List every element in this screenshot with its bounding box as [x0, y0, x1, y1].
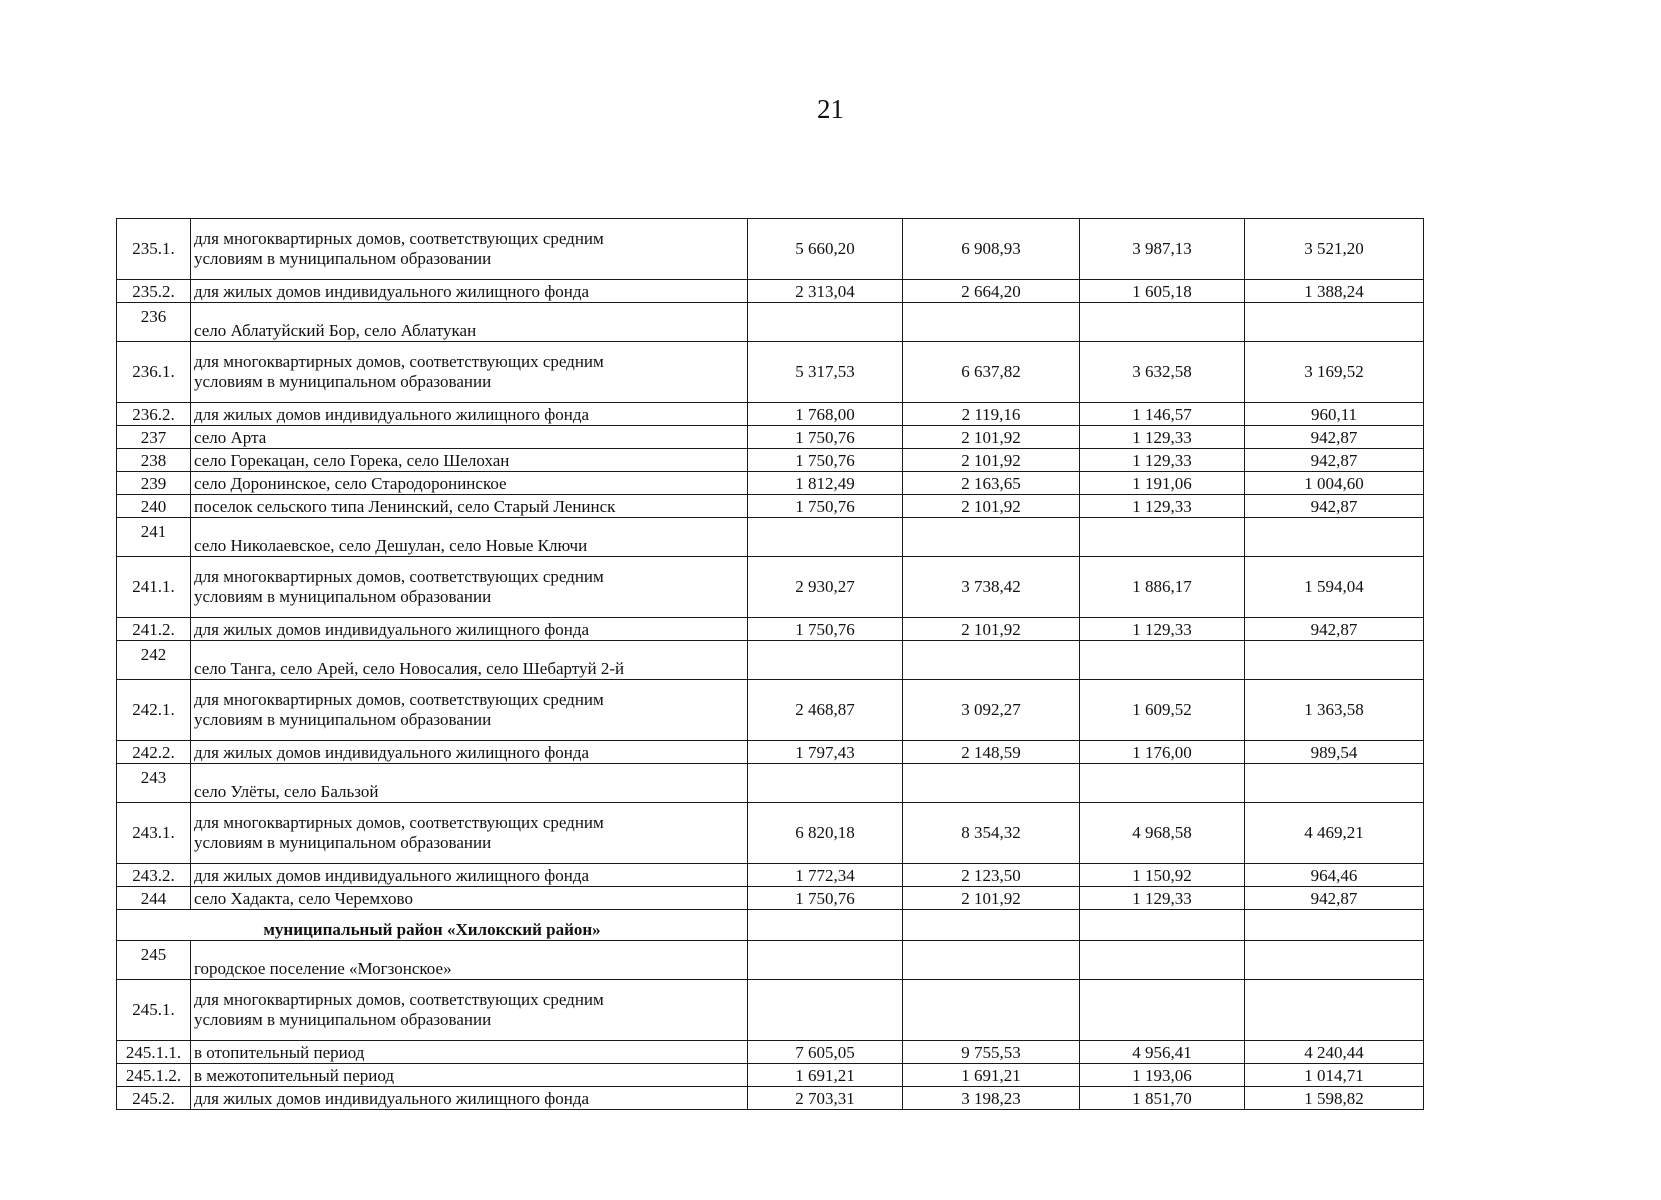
table-row: [117, 219, 1424, 280]
value-cell-3: [1080, 641, 1245, 680]
tariff-table: [116, 218, 1424, 1110]
value-cell-1: 1 750,76: [748, 887, 903, 910]
row-number: 241.2.: [132, 620, 175, 639]
value-cell-3: 4 968,58: [1080, 803, 1245, 864]
row-name-cell: [191, 618, 748, 641]
table-row: [117, 680, 1424, 741]
row-number-cell: [117, 518, 191, 557]
row-name-cell: [191, 280, 748, 303]
row-number-cell: [117, 472, 191, 495]
value-cell-4: 3 521,20: [1245, 219, 1424, 280]
row-number: 238: [140, 451, 167, 470]
row-number: 236.1.: [132, 362, 175, 381]
value-cell-2: 2 101,92: [903, 449, 1080, 472]
row-number: 245.1.1.: [125, 1043, 182, 1062]
row-name-line: село Николаевское, село Дешулан, село Новые Ключи: [194, 536, 588, 555]
value-cell-2: 6 908,93: [903, 219, 1080, 280]
value-cell-3: [1080, 518, 1245, 557]
table-row: [117, 472, 1424, 495]
row-number: 243.2.: [132, 866, 175, 885]
table-row: [117, 887, 1424, 910]
row-name-line: для жилых домов индивидуального жилищного фонда: [194, 405, 590, 424]
row-number: 237: [140, 428, 167, 447]
value-cell-3: 1 129,33: [1080, 887, 1245, 910]
value-cell-3: 1 129,33: [1080, 618, 1245, 641]
value-cell-1: 1 750,76: [748, 618, 903, 641]
value-cell-2: [903, 518, 1080, 557]
table-row: [117, 557, 1424, 618]
row-number: 243.1.: [132, 823, 175, 842]
value-cell-3: 1 851,70: [1080, 1087, 1245, 1110]
table-row: [117, 641, 1424, 680]
value-cell-4: [1245, 303, 1424, 342]
value-cell-2: [903, 980, 1080, 1041]
value-cell-3: 3 987,13: [1080, 219, 1245, 280]
value-cell-1: [748, 910, 903, 941]
value-cell-2: 2 101,92: [903, 426, 1080, 449]
table-row: [117, 495, 1424, 518]
row-name-line: городское поселение «Могзонское»: [194, 959, 452, 978]
value-cell-3: 1 605,18: [1080, 280, 1245, 303]
value-cell-4: 942,87: [1245, 449, 1424, 472]
row-number-cell: [117, 764, 191, 803]
table-row: [117, 764, 1424, 803]
row-number: 242: [140, 645, 167, 664]
value-cell-2: [903, 910, 1080, 941]
value-cell-4: 1 014,71: [1245, 1064, 1424, 1087]
row-number-cell: [117, 1087, 191, 1110]
value-cell-4: [1245, 641, 1424, 680]
value-cell-1: 6 820,18: [748, 803, 903, 864]
value-cell-4: 3 169,52: [1245, 342, 1424, 403]
value-cell-2: [903, 941, 1080, 980]
row-number-cell: [117, 1064, 191, 1087]
row-name-cell: [191, 472, 748, 495]
row-number-cell: [117, 403, 191, 426]
table-row: [117, 618, 1424, 641]
value-cell-1: 7 605,05: [748, 1041, 903, 1064]
row-name-cell: [191, 641, 748, 680]
value-cell-1: [748, 980, 903, 1041]
row-name-cell: [191, 1041, 748, 1064]
row-name-cell: [191, 219, 748, 280]
value-cell-1: [748, 641, 903, 680]
row-name-line: условиям в муниципальном образовании: [194, 833, 492, 852]
table-row: [117, 864, 1424, 887]
value-cell-2: 2 119,16: [903, 403, 1080, 426]
value-cell-4: 1 598,82: [1245, 1087, 1424, 1110]
row-name-cell: [191, 495, 748, 518]
row-name-cell: [191, 941, 748, 980]
value-cell-3: [1080, 941, 1245, 980]
row-number-cell: [117, 641, 191, 680]
tariff-table-container: [116, 218, 1423, 1110]
row-number: 245.2.: [132, 1089, 175, 1108]
row-number-cell: [117, 219, 191, 280]
row-name-line: для многоквартирных домов, соответствующих средним: [194, 690, 604, 709]
value-cell-4: 964,46: [1245, 864, 1424, 887]
value-cell-3: 1 886,17: [1080, 557, 1245, 618]
table-row: [117, 426, 1424, 449]
row-number: 236: [140, 307, 167, 326]
row-name-line: в межотопительный период: [194, 1066, 395, 1085]
value-cell-4: [1245, 941, 1424, 980]
value-cell-1: 2 468,87: [748, 680, 903, 741]
row-name-cell: [191, 342, 748, 403]
row-number-cell: [117, 449, 191, 472]
value-cell-3: 1 609,52: [1080, 680, 1245, 741]
table-row: [117, 803, 1424, 864]
value-cell-1: 2 703,31: [748, 1087, 903, 1110]
value-cell-4: 989,54: [1245, 741, 1424, 764]
value-cell-1: 2 313,04: [748, 280, 903, 303]
value-cell-2: 3 738,42: [903, 557, 1080, 618]
value-cell-3: 1 129,33: [1080, 426, 1245, 449]
value-cell-1: [748, 518, 903, 557]
value-cell-3: [1080, 764, 1245, 803]
row-number-cell: [117, 303, 191, 342]
row-name-cell: [191, 1087, 748, 1110]
value-cell-1: 1 772,34: [748, 864, 903, 887]
row-number-cell: [117, 342, 191, 403]
row-name-cell: [191, 426, 748, 449]
row-name-cell: [191, 557, 748, 618]
row-name-line: для многоквартирных домов, соответствующих средним: [194, 813, 604, 832]
row-name-line: село Улёты, село Бальзой: [194, 782, 379, 801]
row-name-cell: [191, 803, 748, 864]
value-cell-2: 2 163,65: [903, 472, 1080, 495]
row-name-line: условиям в муниципальном образовании: [194, 249, 492, 268]
value-cell-1: 1 750,76: [748, 426, 903, 449]
row-name-cell: [191, 449, 748, 472]
row-name-cell: [191, 403, 748, 426]
value-cell-2: 2 664,20: [903, 280, 1080, 303]
row-number-cell: [117, 495, 191, 518]
value-cell-1: 1 750,76: [748, 495, 903, 518]
row-number-cell: [117, 941, 191, 980]
value-cell-2: 2 123,50: [903, 864, 1080, 887]
value-cell-2: 2 148,59: [903, 741, 1080, 764]
row-name-line: село Хадакта, село Черемхово: [194, 889, 413, 908]
row-number: 236.2.: [132, 405, 175, 424]
row-name-cell: [191, 518, 748, 557]
tariff-table-body: [117, 219, 1424, 1110]
row-name-line: для жилых домов индивидуального жилищного фонда: [194, 743, 590, 762]
row-name-line: для многоквартирных домов, соответствующих средним: [194, 567, 604, 586]
table-row: [117, 449, 1424, 472]
value-cell-3: 1 150,92: [1080, 864, 1245, 887]
row-name-cell: [191, 980, 748, 1041]
value-cell-3: 1 191,06: [1080, 472, 1245, 495]
value-cell-2: 2 101,92: [903, 618, 1080, 641]
row-number-cell: [117, 557, 191, 618]
value-cell-1: 5 317,53: [748, 342, 903, 403]
row-name-cell: [191, 864, 748, 887]
row-number: 245.1.2.: [125, 1066, 182, 1085]
value-cell-4: 1 363,58: [1245, 680, 1424, 741]
value-cell-4: 4 240,44: [1245, 1041, 1424, 1064]
row-name-line: для жилых домов индивидуального жилищного фонда: [194, 866, 590, 885]
table-row: [117, 280, 1424, 303]
row-number: 235.1.: [132, 239, 175, 258]
row-name-line: условиям в муниципальном образовании: [194, 710, 492, 729]
value-cell-1: [748, 764, 903, 803]
value-cell-2: 6 637,82: [903, 342, 1080, 403]
value-cell-1: [748, 941, 903, 980]
row-number-cell: [117, 680, 191, 741]
page-number: 21: [817, 94, 844, 124]
value-cell-3: [1080, 303, 1245, 342]
row-name-line: для многоквартирных домов, соответствующих средним: [194, 990, 604, 1009]
row-number-cell: [117, 618, 191, 641]
district-header-row: [117, 910, 1424, 941]
value-cell-2: [903, 303, 1080, 342]
value-cell-1: 1 750,76: [748, 449, 903, 472]
row-name-line: условиям в муниципальном образовании: [194, 587, 492, 606]
value-cell-2: 3 198,23: [903, 1087, 1080, 1110]
table-row: [117, 303, 1424, 342]
value-cell-4: 1 594,04: [1245, 557, 1424, 618]
row-name-cell: [191, 887, 748, 910]
row-number-cell: [117, 980, 191, 1041]
row-number: 243: [140, 768, 167, 787]
row-number-cell: [117, 864, 191, 887]
row-number-cell: [117, 280, 191, 303]
value-cell-1: 5 660,20: [748, 219, 903, 280]
value-cell-2: 2 101,92: [903, 887, 1080, 910]
row-number-cell: [117, 426, 191, 449]
table-row: [117, 980, 1424, 1041]
row-number-cell: [117, 741, 191, 764]
row-name-line: для жилых домов индивидуального жилищного фонда: [194, 282, 590, 301]
value-cell-2: 1 691,21: [903, 1064, 1080, 1087]
row-number: 242.1.: [132, 700, 175, 719]
value-cell-3: 1 129,33: [1080, 495, 1245, 518]
row-number-cell: [117, 803, 191, 864]
table-row: [117, 1087, 1424, 1110]
row-number: 244: [140, 889, 167, 908]
row-number: 240: [140, 497, 167, 516]
row-name-cell: [191, 741, 748, 764]
value-cell-3: 1 146,57: [1080, 403, 1245, 426]
value-cell-4: 4 469,21: [1245, 803, 1424, 864]
table-row: [117, 741, 1424, 764]
row-number-cell: [117, 887, 191, 910]
row-number: 235.2.: [132, 282, 175, 301]
value-cell-4: [1245, 518, 1424, 557]
value-cell-4: 942,87: [1245, 618, 1424, 641]
value-cell-4: 1 004,60: [1245, 472, 1424, 495]
value-cell-1: 1 812,49: [748, 472, 903, 495]
value-cell-1: 1 797,43: [748, 741, 903, 764]
district-name-cell: муниципальный район «Хилокский район»: [117, 910, 748, 941]
table-row: [117, 1064, 1424, 1087]
value-cell-2: 3 092,27: [903, 680, 1080, 741]
row-number: 242.2.: [132, 743, 175, 762]
value-cell-1: 2 930,27: [748, 557, 903, 618]
row-name-cell: [191, 303, 748, 342]
row-name-line: для жилых домов индивидуального жилищного фонда: [194, 620, 590, 639]
row-name-line: для многоквартирных домов, соответствующих средним: [194, 352, 604, 371]
value-cell-4: 942,87: [1245, 495, 1424, 518]
value-cell-4: 942,87: [1245, 426, 1424, 449]
row-number: 245.1.: [132, 1000, 175, 1019]
row-name-line: село Танга, село Арей, село Новосалия, село Шебартуй 2-й: [194, 659, 625, 678]
value-cell-1: 1 691,21: [748, 1064, 903, 1087]
row-name-line: поселок сельского типа Ленинский, село Старый Ленинск: [194, 497, 616, 516]
value-cell-3: 4 956,41: [1080, 1041, 1245, 1064]
value-cell-1: [748, 303, 903, 342]
row-number-cell: [117, 1041, 191, 1064]
value-cell-2: 2 101,92: [903, 495, 1080, 518]
row-number: 239: [140, 474, 167, 493]
value-cell-2: 8 354,32: [903, 803, 1080, 864]
table-row: [117, 403, 1424, 426]
value-cell-1: 1 768,00: [748, 403, 903, 426]
value-cell-3: 3 632,58: [1080, 342, 1245, 403]
table-row: [117, 941, 1424, 980]
row-name-line: село Горекацан, село Горека, село Шелохан: [194, 451, 510, 470]
value-cell-3: 1 129,33: [1080, 449, 1245, 472]
row-name-line: для жилых домов индивидуального жилищного фонда: [194, 1089, 590, 1108]
value-cell-3: 1 176,00: [1080, 741, 1245, 764]
row-number: 241.1.: [132, 577, 175, 596]
value-cell-4: 942,87: [1245, 887, 1424, 910]
value-cell-4: [1245, 980, 1424, 1041]
row-name-line: село Аблатуйский Бор, село Аблатукан: [194, 321, 477, 340]
row-name-line: условиям в муниципальном образовании: [194, 372, 492, 391]
value-cell-4: 960,11: [1245, 403, 1424, 426]
row-number: 245: [140, 945, 167, 964]
row-name-cell: [191, 764, 748, 803]
row-name-line: село Арта: [194, 428, 267, 447]
row-number: 241: [140, 522, 167, 541]
value-cell-4: [1245, 764, 1424, 803]
value-cell-4: 1 388,24: [1245, 280, 1424, 303]
value-cell-3: [1080, 910, 1245, 941]
row-name-line: село Доронинское, село Стародоронинское: [194, 474, 507, 493]
value-cell-3: [1080, 980, 1245, 1041]
row-name-line: для многоквартирных домов, соответствующих средним: [194, 229, 604, 248]
table-row: [117, 518, 1424, 557]
value-cell-2: [903, 764, 1080, 803]
value-cell-4: [1245, 910, 1424, 941]
table-row: [117, 1041, 1424, 1064]
row-name-line: в отопительный период: [194, 1043, 365, 1062]
value-cell-2: 9 755,53: [903, 1041, 1080, 1064]
row-name-line: условиям в муниципальном образовании: [194, 1010, 492, 1029]
value-cell-3: 1 193,06: [1080, 1064, 1245, 1087]
row-name-cell: [191, 680, 748, 741]
table-row: [117, 342, 1424, 403]
value-cell-2: [903, 641, 1080, 680]
row-name-cell: [191, 1064, 748, 1087]
